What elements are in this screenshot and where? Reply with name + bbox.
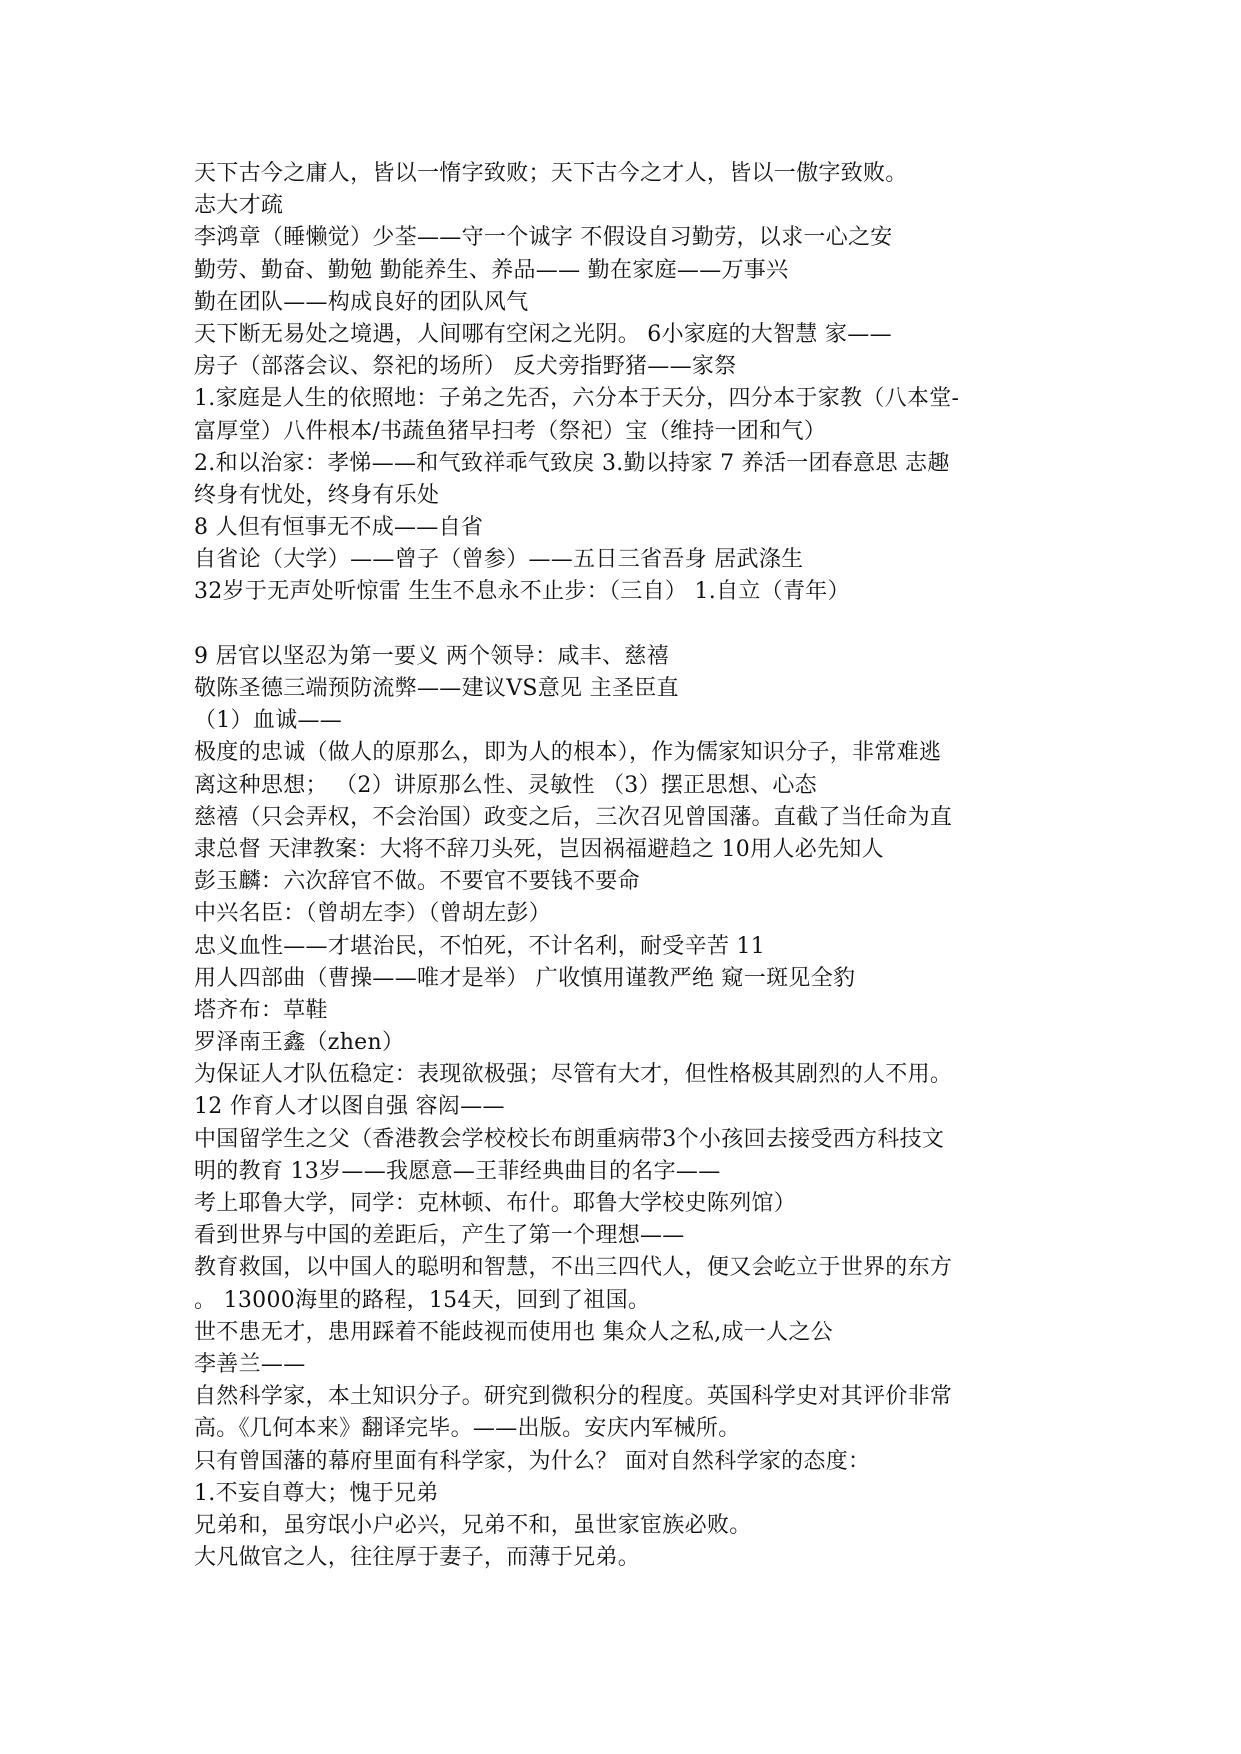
text-line: 为保证人才队伍稳定：表现欲极强；尽管有大才，但性格极其剧烈的人不用。 (194, 1062, 953, 1088)
text-line: 富厚堂）八件根本/书蔬鱼猪早扫考（祭祀）宝（维持一团和气） (194, 418, 827, 444)
text-line: 中国留学生之父（香港教会学校校长布朗重病带3个小孩回去接受西方科技文 (194, 1126, 945, 1152)
text-line: 塔齐布：草鞋 (194, 997, 328, 1023)
text-line: 。 13000海里的路程，154天，回到了祖国。 (194, 1287, 651, 1313)
text-line: 看到世界与中国的差距后，产生了第一个理想—— (194, 1223, 685, 1249)
text-line: 自省论（大学）——曾子（曾参）——五日三省吾身 居武涤生 (194, 547, 804, 573)
text-line: 极度的忠诚（做人的原那么，即为人的根本），作为儒家知识分子，非常难逃 (194, 740, 942, 766)
text-line: 志大才疏 (194, 193, 284, 219)
text-line: 12 作育人才以图自强 容闳—— (194, 1094, 505, 1120)
text-line: 彭玉麟：六次辞官不做。不要官不要钱不要命 (194, 869, 641, 895)
text-line: 慈禧（只会弄权，不会治国）政变之后，三次召见曾国藩。直截了当任命为直 (194, 804, 953, 830)
text-line: 终身有忧处，终身有乐处 (194, 482, 440, 508)
text-line: 天下断无易处之境遇，人间哪有空闲之光阴。 6小家庭的大智慧 家—— (194, 321, 892, 347)
text-line: 罗泽南王鑫（zhen） (194, 1030, 405, 1056)
blank-line (194, 609, 1074, 641)
text-line: 兄弟和，虽穷氓小户必兴，兄弟不和，虽世家宦族必败。 (194, 1512, 752, 1538)
document-body (194, 158, 1074, 1574)
text-line: 敬陈圣德三端预防流弊——建议VS意见 主圣臣直 (194, 676, 679, 701)
text-line: 世不患无才，患用踩着不能歧视而使用也 集众人之私,成一人之公 (194, 1319, 833, 1345)
text-line: 考上耶鲁大学，同学：克林顿、布什。耶鲁大学校史陈列馆） (194, 1191, 797, 1216)
text-line: （1）血诚—— (194, 708, 343, 734)
text-line: 用人四部曲（曹操——唯才是举） 广收慎用谨教严绝 窥一斑见全豹 (194, 965, 856, 991)
text-line: 房子（部落会议、祭祀的场所） 反犬旁指野猪——家祭 (194, 354, 737, 380)
text-line: 9 居官以坚忍为第一要义 两个领导：咸丰、慈禧 (194, 643, 669, 669)
text-line: 1.不妄自尊大；愧于兄弟 (194, 1480, 439, 1506)
text-line: 高。《几何本来》翻译完毕。——出版。安庆内军械所。 (194, 1416, 741, 1442)
text-line: 李善兰—— (194, 1351, 306, 1377)
text-line: 自然科学家，本土知识分子。研究到微积分的程度。英国科学史对其评价非常 (194, 1384, 953, 1410)
text-line: 32岁于无声处听惊雷 生生不息永不止步：（三自） 1.自立（青年） (194, 579, 850, 605)
text-line: 教育救国，以中国人的聪明和智慧，不出三四代人，便又会屹立于世界的东方 (194, 1255, 953, 1281)
text-line: 李鸿章（睡懒觉）少荃——守一个诚字 不假设自习勤劳，以求一心之安 (194, 225, 893, 251)
text-line: 隶总督 天津教案：大将不辞刀头死，岂因祸福避趋之 10用人必先知人 (194, 836, 884, 862)
text-line: 勤在团队——构成良好的团队风气 (194, 289, 529, 315)
text-line: 天下古今之庸人，皆以一惰字致败；天下古今之才人，皆以一傲字致败。 (194, 161, 908, 186)
text-line: 只有曾国藩的幕府里面有科学家，为什么？ 面对自然科学家的态度： (194, 1448, 871, 1474)
text-line: 离这种思想； （2）讲原那么性、灵敏性 （3）摆正思想、心态 (194, 772, 817, 798)
text-line: 2.和以治家：孝悌——和气致祥乖气致戾 3.勤以持家 7 养活一团春意思 志趣 (194, 450, 950, 476)
text-line: 明的教育 13岁——我愿意—王菲经典曲目的名字—— (194, 1158, 721, 1184)
text-line: 中兴名臣：（曾胡左李）（曾胡左彭） (194, 901, 552, 927)
text-line: 忠义血性——才堪治民，不怕死，不计名利，耐受辛苦 11 (194, 933, 766, 959)
text-line: 8 人但有恒事无不成——自省 (194, 515, 484, 541)
text-line: 1.家庭是人生的依照地：子弟之先否，六分本于天分，四分本于家教（八本堂- (194, 386, 960, 412)
text-line: 大凡做官之人，往往厚于妻子，而薄于兄弟。 (194, 1545, 641, 1571)
text-line: 勤劳、勤奋、勤勉 勤能养生、养品—— 勤在家庭——万事兴 (194, 257, 789, 283)
